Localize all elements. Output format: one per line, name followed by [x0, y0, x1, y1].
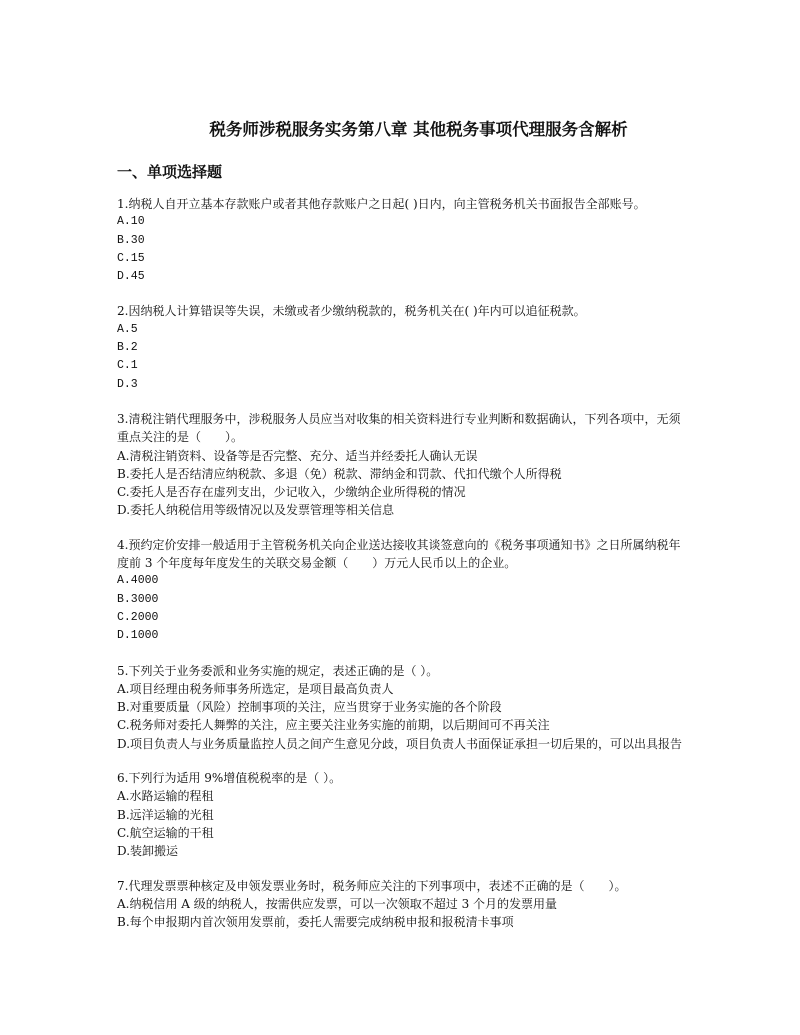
option-b: B.3000	[117, 592, 159, 606]
option-a: A.5	[117, 322, 138, 336]
option-d: D.装卸搬运	[117, 844, 179, 859]
question-6	[117, 769, 690, 860]
option-b: B.远洋运输的光租	[117, 807, 214, 822]
question-stem: 2.因纳税人计算错误等失误，未缴或者少缴纳税款的，税务机关在( )年内可以追征税款。	[117, 304, 586, 319]
question-stem: 1.纳税人自开立基本存款账户或者其他存款账户之日起( )日内，向主管税务机关书面报告全部账号。	[117, 197, 646, 211]
option-a: A.4000	[117, 574, 159, 588]
option-b: B.30	[117, 233, 145, 247]
option-d: D.45	[117, 270, 145, 284]
option-d: D.项目负责人与业务质量监控人员之间产生意见分歧，项目负责人书面保证承担一切后果的，可以出具报告	[117, 736, 683, 751]
question-5	[117, 662, 690, 753]
question-list	[117, 195, 690, 931]
option-a: A.10	[117, 215, 145, 229]
option-a: A.清税注销资料、设备等是否完整、充分、适当并经委托人确认无误	[117, 448, 478, 463]
option-c: C.委托人是否存在虚列支出，少记收入，少缴纳企业所得税的情况	[117, 485, 466, 500]
question-3	[117, 410, 690, 520]
option-a: A.水路运输的程租	[117, 789, 214, 804]
question-1	[117, 195, 690, 286]
option-b: B.委托人是否结清应纳税款、多退（免）税款、滞纳金和罚款、代扣代缴个人所得税	[117, 466, 562, 481]
option-c: C.2000	[117, 610, 159, 624]
option-d: D.1000	[117, 629, 159, 643]
option-d: D.3	[117, 377, 138, 391]
option-c: C.税务师对委托人舞弊的关注，应主要关注业务实施的前期，以后期间可不再关注	[117, 718, 550, 733]
question-stem: 3.清税注销代理服务中，涉税服务人员应当对收集的相关资料进行专业判断和数据确认，下列各项中，无须重点关注的是（ ）。	[117, 411, 681, 445]
question-stem: 7.代理发票票种核定及申领发票业务时，税务师应关注的下列事项中，表述不正确的是（ ）。	[117, 878, 627, 893]
option-b: B.对重要质量（风险）控制事项的关注，应当贯穿于业务实施的各个阶段	[117, 700, 502, 715]
question-stem: 5.下列关于业务委派和业务实施的规定，表述正确的是（ ）。	[117, 663, 439, 678]
section-heading: 一、单项选择题	[117, 163, 223, 181]
option-d: D.委托人纳税信用等级情况以及发票管理等相关信息	[117, 503, 395, 518]
question-4	[117, 536, 690, 646]
option-b: B.2	[117, 341, 138, 355]
document-title: 税务师涉税服务实务第八章 其他税务事项代理服务含解析	[209, 120, 628, 139]
question-7	[117, 877, 690, 932]
question-2	[117, 302, 690, 393]
option-b: B.每个申报期内首次领用发票前，委托人需要完成纳税申报和报税清卡事项	[117, 915, 514, 930]
question-stem: 6.下列行为适用 9%增值税税率的是（ ）。	[117, 771, 342, 786]
option-c: C.1	[117, 359, 138, 373]
question-stem: 4.预约定价安排一般适用于主管税务机关向企业送达接收其谈签意向的《税务事项通知书》之日所属纳税年度前 3 个年度每年度发生的关联交易金额（ ）万元人民币以上的企业。	[117, 537, 681, 571]
option-c: C.15	[117, 251, 145, 265]
option-a: A.纳税信用 A 级的纳税人，按需供应发票，可以一次领取不超过 3 个月的发票用量	[117, 896, 558, 911]
option-a: A.项目经理由税务师事务所选定，是项目最高负责人	[117, 681, 394, 696]
option-c: C.航空运输的干租	[117, 825, 214, 840]
